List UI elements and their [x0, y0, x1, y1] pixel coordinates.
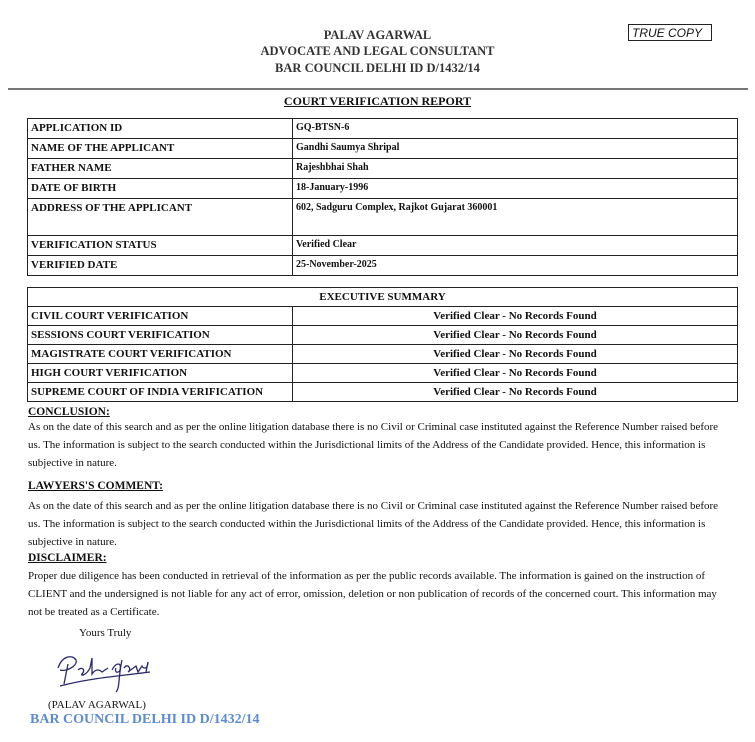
info-label: NAME OF THE APPLICANT — [28, 139, 293, 159]
court-result: Verified Clear - No Records Found — [293, 307, 738, 326]
info-row — [28, 119, 738, 139]
info-row — [28, 199, 738, 236]
info-row — [28, 179, 738, 199]
info-value: 18-January-1996 — [293, 179, 738, 199]
info-row — [28, 256, 738, 276]
true-copy-stamp: TRUE COPY — [628, 24, 712, 41]
info-value: 602, Sadguru Complex, Rajkot Gujarat 360001 — [293, 199, 738, 236]
header-divider — [8, 88, 748, 90]
closing: Yours Truly — [79, 627, 132, 639]
summary-row — [28, 307, 738, 326]
summary-row — [28, 345, 738, 364]
info-value: Verified Clear — [293, 236, 738, 256]
summary-row — [28, 383, 738, 402]
info-row — [28, 159, 738, 179]
conclusion-text: As on the date of this search and as per the online litigation database there is no Civil or Criminal case instituted against the Reference Number raised before us. The information is subject to the search conducted within the Jurisdictional limits of the Address of the Candidate provided. Hence, this information is subjective in nature. — [28, 421, 719, 469]
advocate-bar-id: BAR COUNCIL DELHI ID D/1432/14 — [275, 61, 480, 75]
court-result: Verified Clear - No Records Found — [293, 364, 738, 383]
info-value: Rajeshbhai Shah — [293, 159, 738, 179]
info-label: FATHER NAME — [28, 159, 293, 179]
info-value: 25-November-2025 — [293, 256, 738, 276]
applicant-info-table — [27, 118, 738, 276]
advocate-designation: ADVOCATE AND LEGAL CONSULTANT — [260, 44, 495, 58]
signatory-name: (PALAV AGARWAL) — [48, 699, 146, 711]
info-value: Gandhi Saumya Shripal — [293, 139, 738, 159]
disclaimer-heading: DISCLAIMER: — [28, 552, 107, 564]
executive-summary-heading: EXECUTIVE SUMMARY — [28, 288, 738, 307]
info-value: GQ-BTSN-6 — [293, 119, 738, 139]
court-label: SESSIONS COURT VERIFICATION — [28, 326, 293, 345]
signatory-bar-id: BAR COUNCIL DELHI ID D/1432/14 — [30, 712, 260, 727]
info-label: VERIFIED DATE — [28, 256, 293, 276]
court-label: MAGISTRATE COURT VERIFICATION — [28, 345, 293, 364]
court-label: CIVIL COURT VERIFICATION — [28, 307, 293, 326]
lawyers-comment-heading: LAWYERS'S COMMENT: — [28, 480, 163, 492]
conclusion-heading: CONCLUSION: — [28, 406, 110, 418]
advocate-name: PALAV AGARWAL — [323, 28, 432, 42]
summary-row — [28, 364, 738, 383]
signature — [50, 648, 160, 693]
lawyers-comment-text: As on the date of this search and as per the online litigation database there is no Civil or Criminal case instituted against the Reference Number raised before us. The information is subject to the search conducted within the Jurisdictional limits of the Address of the Candidate provided. Hence, this information is subjective in nature. — [28, 500, 719, 548]
court-result: Verified Clear - No Records Found — [293, 383, 738, 402]
disclaimer-text: Proper due diligence has been conducted in retrieval of the information as per the public records available. The information is gained on the instruction of CLIENT and the undersigned is not liable for any act of error, omission, deletion or non publication of records of the concerned court. This information may not be treated as a Certificate. — [28, 570, 717, 618]
court-label: HIGH COURT VERIFICATION — [28, 364, 293, 383]
info-row — [28, 236, 738, 256]
court-result: Verified Clear - No Records Found — [293, 326, 738, 345]
court-label: SUPREME COURT OF INDIA VERIFICATION — [28, 383, 293, 402]
info-label: DATE OF BIRTH — [28, 179, 293, 199]
info-row — [28, 139, 738, 159]
info-label: ADDRESS OF THE APPLICANT — [28, 199, 293, 236]
summary-row — [28, 326, 738, 345]
report-title: COURT VERIFICATION REPORT — [283, 94, 472, 108]
info-label: APPLICATION ID — [28, 119, 293, 139]
court-result: Verified Clear - No Records Found — [293, 345, 738, 364]
info-label: VERIFICATION STATUS — [28, 236, 293, 256]
executive-summary-table — [27, 287, 738, 402]
